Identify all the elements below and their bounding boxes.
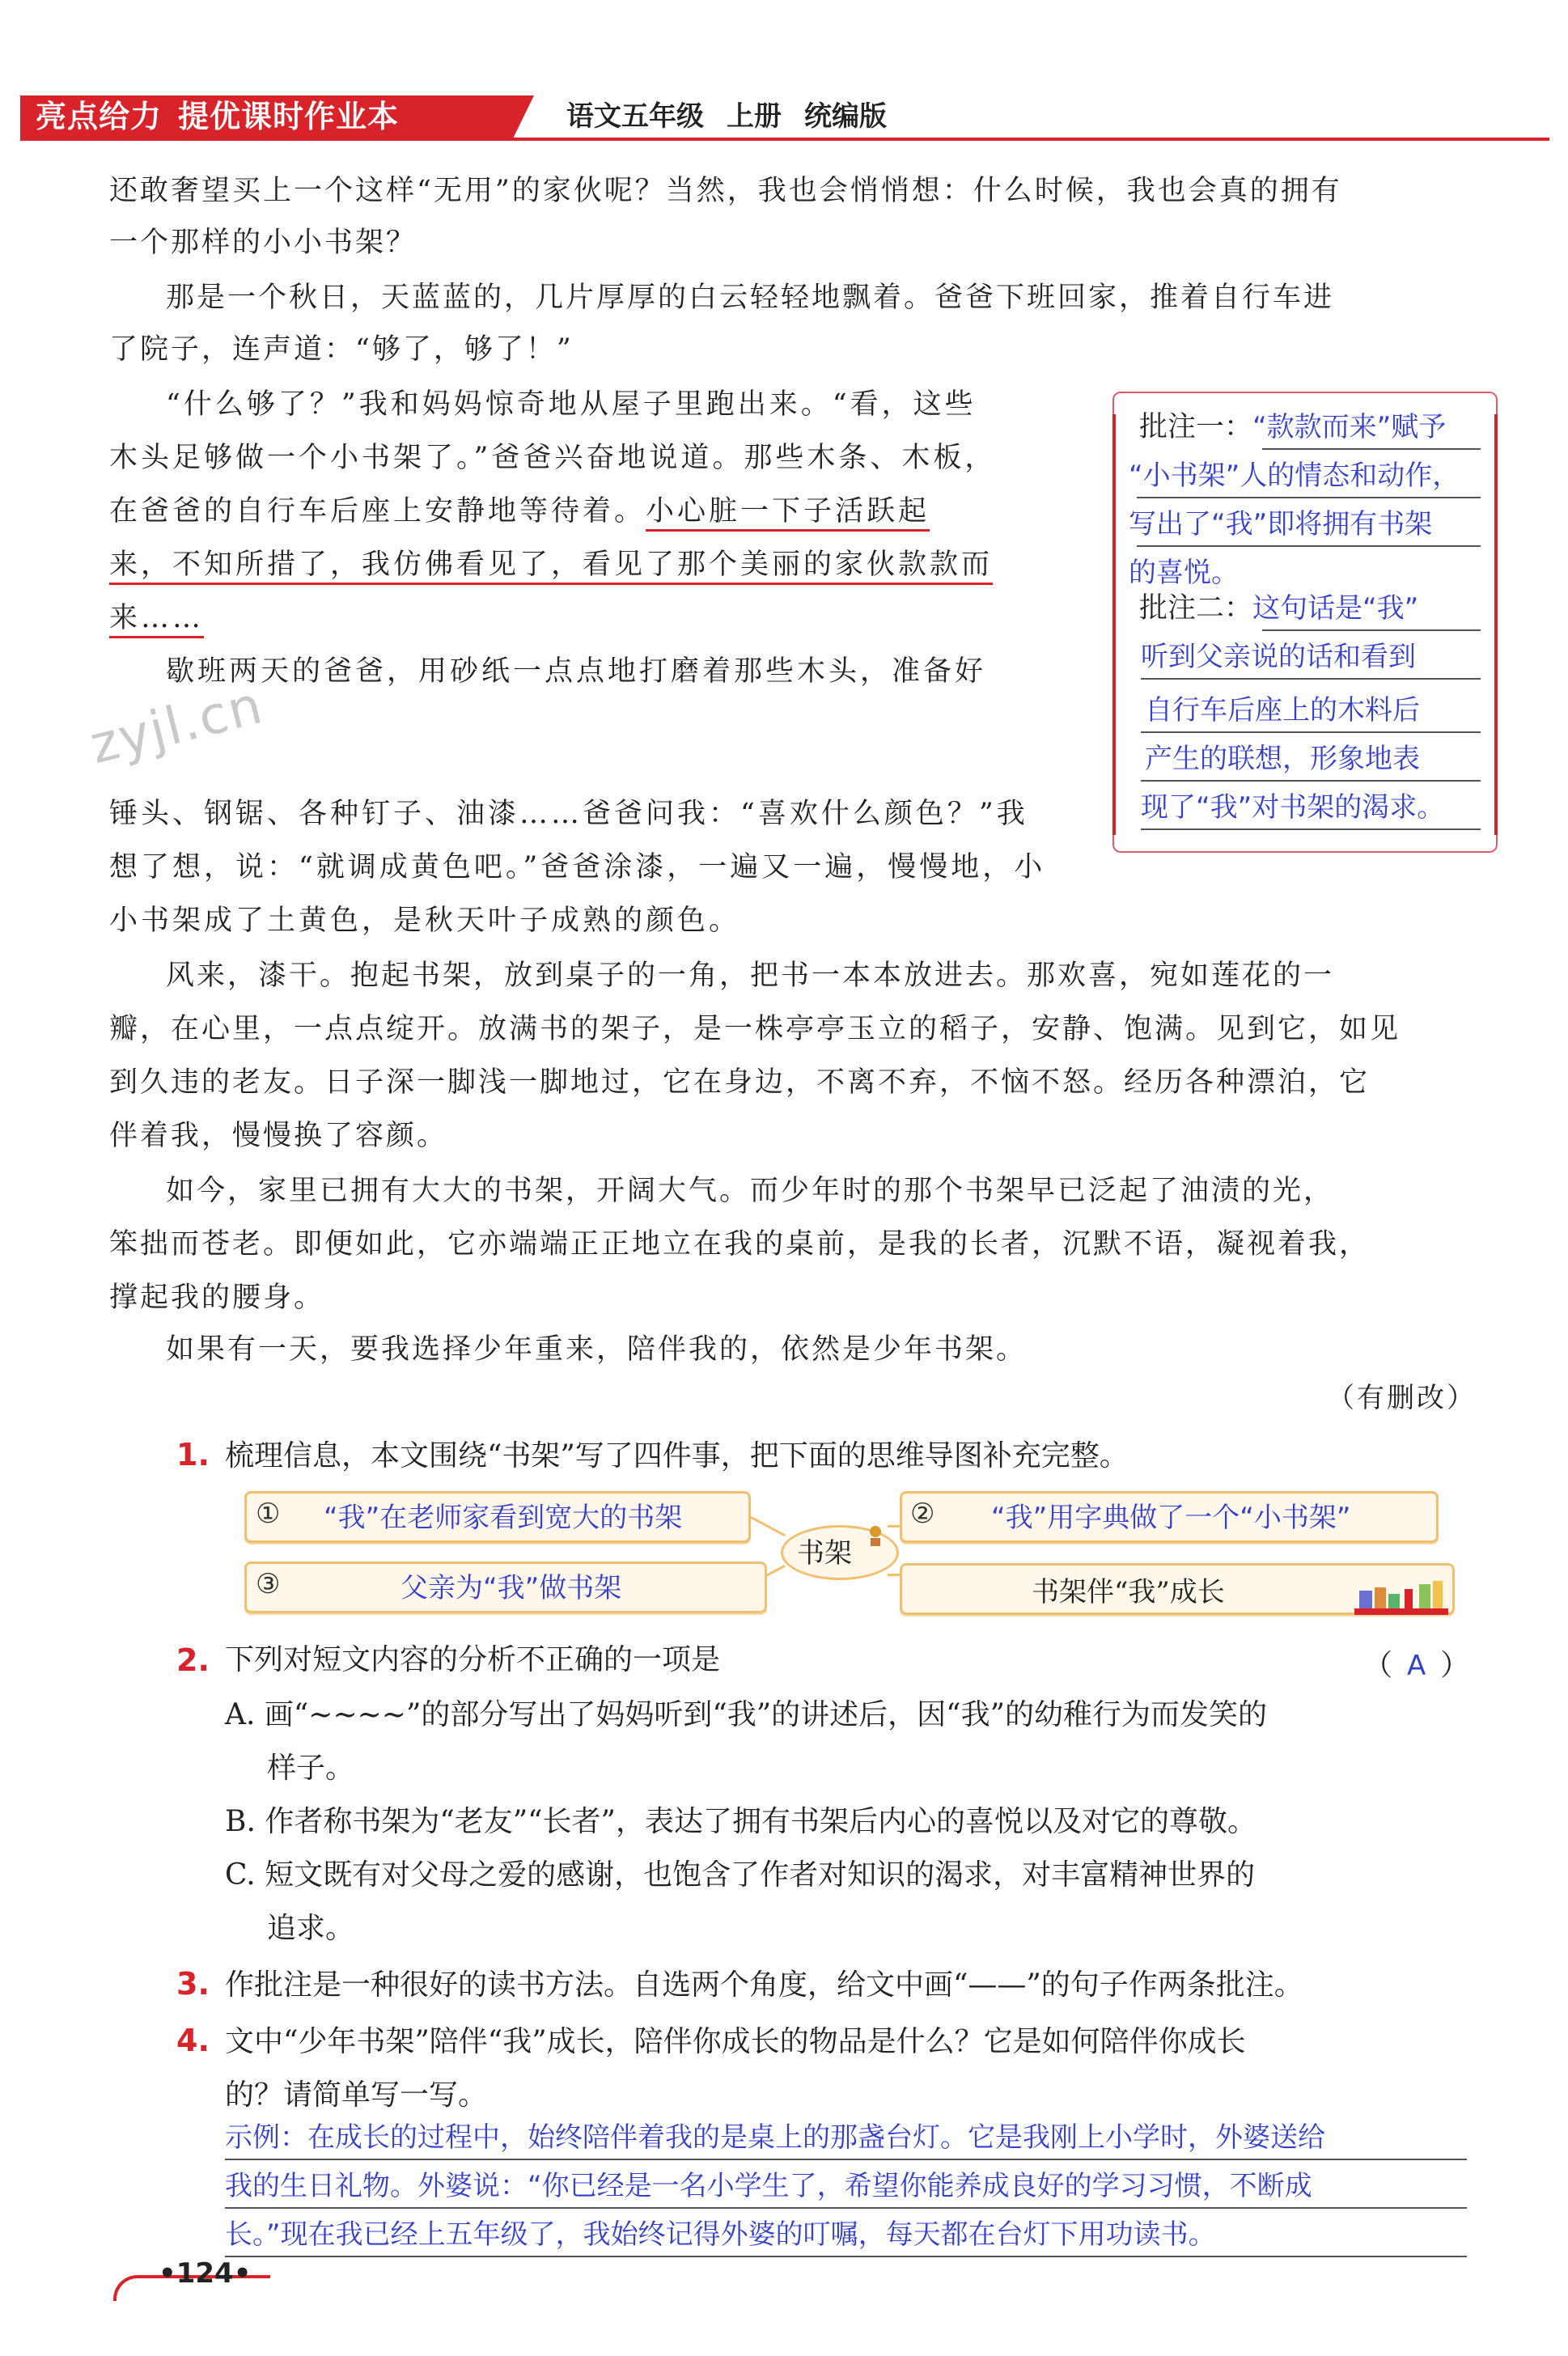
question-text-cont: 的？请简单写一写。 bbox=[225, 2078, 488, 2112]
bookshelf-icon bbox=[1353, 1573, 1450, 1617]
annotation-two-label: 批注二： bbox=[1139, 592, 1253, 625]
annotation-two-line bbox=[1141, 639, 1416, 675]
option-a: A. 画“~~~~”的部分写出了妈妈听到“我”的讲述后，因“我”的幼稚行为而发笑的 bbox=[225, 1698, 1267, 1731]
answer-rule bbox=[1141, 678, 1481, 680]
book-title bbox=[36, 97, 415, 136]
edition-label: 统编版 bbox=[804, 100, 887, 133]
passage-line: 那是一个秋日，天蓝蓝的，几片厚厚的白云轻轻地飘着。爸爸下班回家，推着自行车进 bbox=[166, 282, 1335, 314]
node-number: ① bbox=[256, 1498, 281, 1530]
page-number: •124• bbox=[159, 2257, 252, 2290]
passage-line: 瓣，在心里，一点点绽开。放满书的架子，是一株亭亭玉立的稻子，安静、饱满。见到它，如见 bbox=[109, 1013, 1401, 1045]
question-number: 4. bbox=[176, 2023, 210, 2058]
passage-line: “什么够了？”我和妈妈惊奇地从屋子里跑出来。“看，这些 bbox=[166, 388, 977, 421]
passage-line: 到久违的老友。日子深一脚浅一脚地过，它在身边，不离不弃，不恼不怒。经历各种漂泊，它 bbox=[109, 1066, 1371, 1099]
passage-line: 了院子，连声道：“够了，够了！” bbox=[109, 333, 574, 366]
option-b: B. 作者称书架为“老友”“长者”，表达了拥有书架后内心的喜悦以及对它的尊敬。 bbox=[225, 1805, 1257, 1838]
annotation-text: 这句话是“我” bbox=[1252, 592, 1419, 625]
option-c-cont: 追求。 bbox=[267, 1912, 355, 1945]
mindmap-node-4-label: 书架伴“我”成长 bbox=[1032, 1576, 1225, 1608]
annotation-one-line bbox=[1129, 458, 1460, 494]
book-subtitle bbox=[566, 97, 909, 136]
answer-line: 长。”现在我已经上五年级了，我始终记得外婆的叮嘱，每天都在台灯下用功读书。 bbox=[225, 2218, 1216, 2251]
mindmap-link bbox=[750, 1516, 786, 1536]
mindmap-center-label: 书架 bbox=[797, 1537, 852, 1570]
node-number: ③ bbox=[256, 1568, 281, 1600]
answer-rule bbox=[1262, 448, 1481, 450]
annotation-text: “款款而来”赋予 bbox=[1252, 411, 1447, 443]
passage-line: 小书架成了土黄色，是秋天叶子成熟的颜色。 bbox=[109, 905, 741, 937]
annotation-text: 现了“我”对书架的渴求。 bbox=[1141, 791, 1445, 824]
plant-icon bbox=[862, 1523, 889, 1548]
paren-close: ） bbox=[1440, 1649, 1470, 1682]
passage-line: 一个那样的小小书架？ bbox=[109, 227, 417, 259]
annotation-two-line bbox=[1145, 741, 1420, 777]
passage-line: 木头足够做一个小书架了。”爸爸兴奋地说道。那些木条、木板， bbox=[109, 442, 997, 474]
underlined-sentence: 来，不知所措了，我仿佛看见了，看见了那个美丽的家伙款款而 bbox=[109, 549, 993, 585]
option-c: C. 短文既有对父母之爱的感谢，也饱含了作者对知识的渴求，对丰富精神世界的 bbox=[225, 1858, 1256, 1892]
annotation-text: 听到父亲说的话和看到 bbox=[1141, 641, 1416, 673]
annotation-two bbox=[1139, 591, 1418, 626]
option-a-cont: 样子。 bbox=[267, 1752, 355, 1785]
passage-line: 如今，家里已拥有大大的书架，开阔大气。而少年时的那个书架早已泛起了油渍的光， bbox=[166, 1175, 1335, 1207]
source-note: （有删改） bbox=[1327, 1382, 1477, 1414]
annotation-text: 自行车后座上的木料后 bbox=[1145, 694, 1420, 727]
series-name: 提优课时作业本 bbox=[178, 99, 400, 134]
answer-rule bbox=[225, 2256, 1467, 2257]
answer-rule bbox=[1141, 828, 1481, 830]
volume-label: 上册 bbox=[727, 100, 782, 133]
passage-line bbox=[109, 494, 930, 529]
brand-name: 亮点给力 bbox=[36, 99, 163, 134]
answer-rule bbox=[225, 2207, 1467, 2209]
annotation-text: 产生的联想，形象地表 bbox=[1145, 743, 1420, 775]
answer-rule bbox=[1141, 731, 1481, 733]
mindmap-answer-3: 父亲为“我”做书架 bbox=[400, 1572, 622, 1604]
question-text: 作批注是一种很好的读书方法。自选两个角度，给文中画“——”的句子作两条批注。 bbox=[225, 1968, 1303, 2002]
mindmap-answer-2: “我”用字典做了一个“小书架” bbox=[991, 1502, 1351, 1534]
answer-bracket bbox=[1363, 1642, 1469, 1684]
passage-line: 想了想，说：“就调成黄色吧。”爸爸涂漆，一遍又一遍，慢慢地，小 bbox=[109, 851, 1046, 884]
passage-line: 撑起我的腰身。 bbox=[109, 1282, 325, 1314]
annotation-text: “小书架”人的情态和动作， bbox=[1129, 460, 1460, 492]
paren-open: （ bbox=[1363, 1649, 1393, 1682]
mindmap-answer-1: “我”在老师家看到宽大的书架 bbox=[324, 1502, 683, 1534]
question-text: 梳理信息，本文围绕“书架”写了四件事，把下面的思维导图补充完整。 bbox=[225, 1439, 1129, 1472]
node-number: ② bbox=[910, 1498, 935, 1530]
question-text: 文中“少年书架”陪伴“我”成长，陪伴你成长的物品是什么？它是如何陪伴你成长 bbox=[225, 2025, 1246, 2058]
subject-label: 语文五年级 bbox=[566, 100, 704, 133]
annotation-text: 的喜悦。 bbox=[1129, 557, 1239, 589]
annotation-one bbox=[1139, 409, 1446, 445]
passage-line: 锤头、钢锯、各种钉子、油漆……爸爸问我：“喜欢什么颜色？”我 bbox=[109, 798, 1028, 830]
passage-line: 如果有一天，要我选择少年重来，陪伴我的，依然是少年书架。 bbox=[166, 1333, 1028, 1366]
choice-answer: A bbox=[1407, 1650, 1426, 1682]
answer-rule bbox=[1262, 629, 1481, 631]
underlined-sentence: 小心脏一下子活跃起 bbox=[646, 495, 930, 532]
passage-line: 伴着我，慢慢换了容颜。 bbox=[109, 1120, 448, 1152]
passage-text: 在爸爸的自行车后座上安静地等待着。 bbox=[109, 495, 646, 528]
question-number: 3. bbox=[176, 1966, 210, 2002]
question-text: 下列对短文内容的分析不正确的一项是 bbox=[225, 1643, 721, 1676]
annotation-two-line bbox=[1145, 693, 1420, 728]
annotation-two-line bbox=[1141, 790, 1444, 825]
passage-line: 风来，漆干。抱起书架，放到桌子的一角，把书一本本放进去。那欢喜，宛如莲花的一 bbox=[166, 960, 1335, 992]
annotation-one-line bbox=[1129, 506, 1432, 542]
passage-line: 歇班两天的爸爸，用砂纸一点点地打磨着那些木头，准备好 bbox=[166, 655, 987, 688]
annotation-one-line bbox=[1129, 555, 1239, 591]
answer-rule bbox=[225, 2159, 1467, 2160]
question-number: 2. bbox=[176, 1642, 210, 1678]
annotation-text: 写出了“我”即将拥有书架 bbox=[1129, 508, 1433, 540]
answer-line: 我的生日礼物。外婆说：“你已经是一名小学生了，希望你能养成良好的学习习惯，不断成 bbox=[225, 2170, 1312, 2202]
watermark: zyjl.cn bbox=[84, 675, 269, 777]
answer-rule bbox=[1141, 780, 1481, 782]
header-rule bbox=[20, 138, 1549, 141]
passage-line bbox=[109, 547, 993, 583]
underlined-sentence: 来…… bbox=[109, 602, 204, 638]
answer-rule bbox=[1137, 497, 1481, 498]
annotation-one-label: 批注一： bbox=[1139, 411, 1253, 443]
passage-line: 笨拙而苍老。即便如此，它亦端端正正地立在我的桌前，是我的长者，沉默不语，凝视着我， bbox=[109, 1228, 1371, 1261]
passage-line bbox=[109, 600, 204, 636]
answer-rule bbox=[1137, 545, 1481, 547]
answer-line: 示例：在成长的过程中，始终陪伴着我的是桌上的那盏台灯。它是我刚上小学时，外婆送给 bbox=[225, 2121, 1325, 2154]
passage-line: 还敢奢望买上一个这样“无用”的家伙呢？当然，我也会悄悄想：什么时候，我也会真的拥有 bbox=[109, 175, 1342, 207]
question-number: 1. bbox=[176, 1437, 210, 1472]
